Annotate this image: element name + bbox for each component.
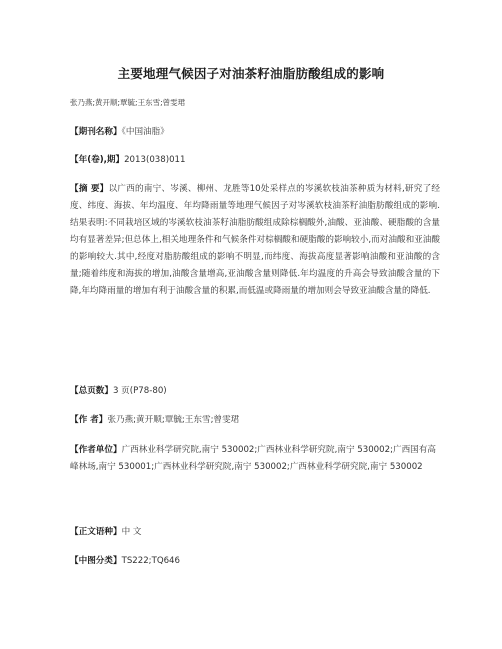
year-label: 【年(卷),期】	[70, 155, 125, 165]
classification-value: TS222;TQ646	[121, 556, 180, 566]
language-value: 中 文	[121, 527, 142, 537]
abstract-label: 【摘 要】	[70, 184, 109, 194]
abstract-field	[70, 181, 440, 300]
journal-field	[70, 124, 440, 141]
journal-label: 【期刊名称】	[70, 127, 122, 137]
total-pages-field	[70, 383, 440, 400]
year-value: 2013(038)011	[124, 155, 186, 165]
year-volume-issue-field	[70, 152, 440, 169]
affiliation-label: 【作者单位】	[70, 445, 122, 455]
author-field	[70, 412, 440, 429]
classification-label: 【中图分类】	[70, 556, 122, 566]
pages-label: 【总页数】	[70, 386, 113, 396]
pages-value: 3 页(P78-80)	[112, 386, 167, 396]
affiliation-value: 广西林业科学研究院,南宁 530002;广西林业科学研究院,南宁 530002;广西国有高峰林场,南宁 530001;广西林业科学研究院,南宁 530002;广西林业科学研究院,南宁 530002	[70, 445, 436, 472]
classification-field	[70, 553, 440, 570]
affiliation-field	[70, 442, 440, 476]
document-title: 主要地理气候因子对油茶籽油脂肪酸组成的影响	[117, 66, 385, 81]
author-value: 张乃燕;黄开顺;覃毓;王东雪;曾雯珺	[107, 415, 240, 425]
author-label: 【作 者】	[70, 415, 108, 425]
language-label: 【正文语种】	[70, 527, 122, 537]
author-line: 张乃燕;黄开顺;覃毓;王东雪;曾雯珺	[70, 98, 186, 107]
journal-value: 《中国油脂》	[121, 127, 169, 137]
language-field	[70, 524, 440, 541]
abstract-text: 以广西的南宁、岑溪、柳州、龙胜等10处采样点的岑溪软枝油茶种质为材料,研究了经度、纬度、海拔、年均温度、年均降雨量等地理气候因子对岑溪软枝油茶籽油脂肪酸组成的影响.结果表明:不同栽培区域的岑溪软枝油茶籽油脂肪酸组成除棕榈酸外,油酸、亚油酸、硬脂酸的含量均有显著差异;但总体上,相关地理条件和气候条件对棕榈酸和硬脂酸的影响较小,而对油酸和亚油酸的影响较大.其中,经度对脂肪酸组成的影响不明显,而纬度、海拔高度显著影响油酸和亚油酸的含量;随着纬度和海拔的增加,油酸含量增高,亚油酸含量则降低.年均温度的升高会导致油酸含量的下降,年均降雨量的增加有利于油酸含量的积累,而低温或降雨量的增加则会导致亚油酸含量的降低.	[70, 184, 440, 296]
